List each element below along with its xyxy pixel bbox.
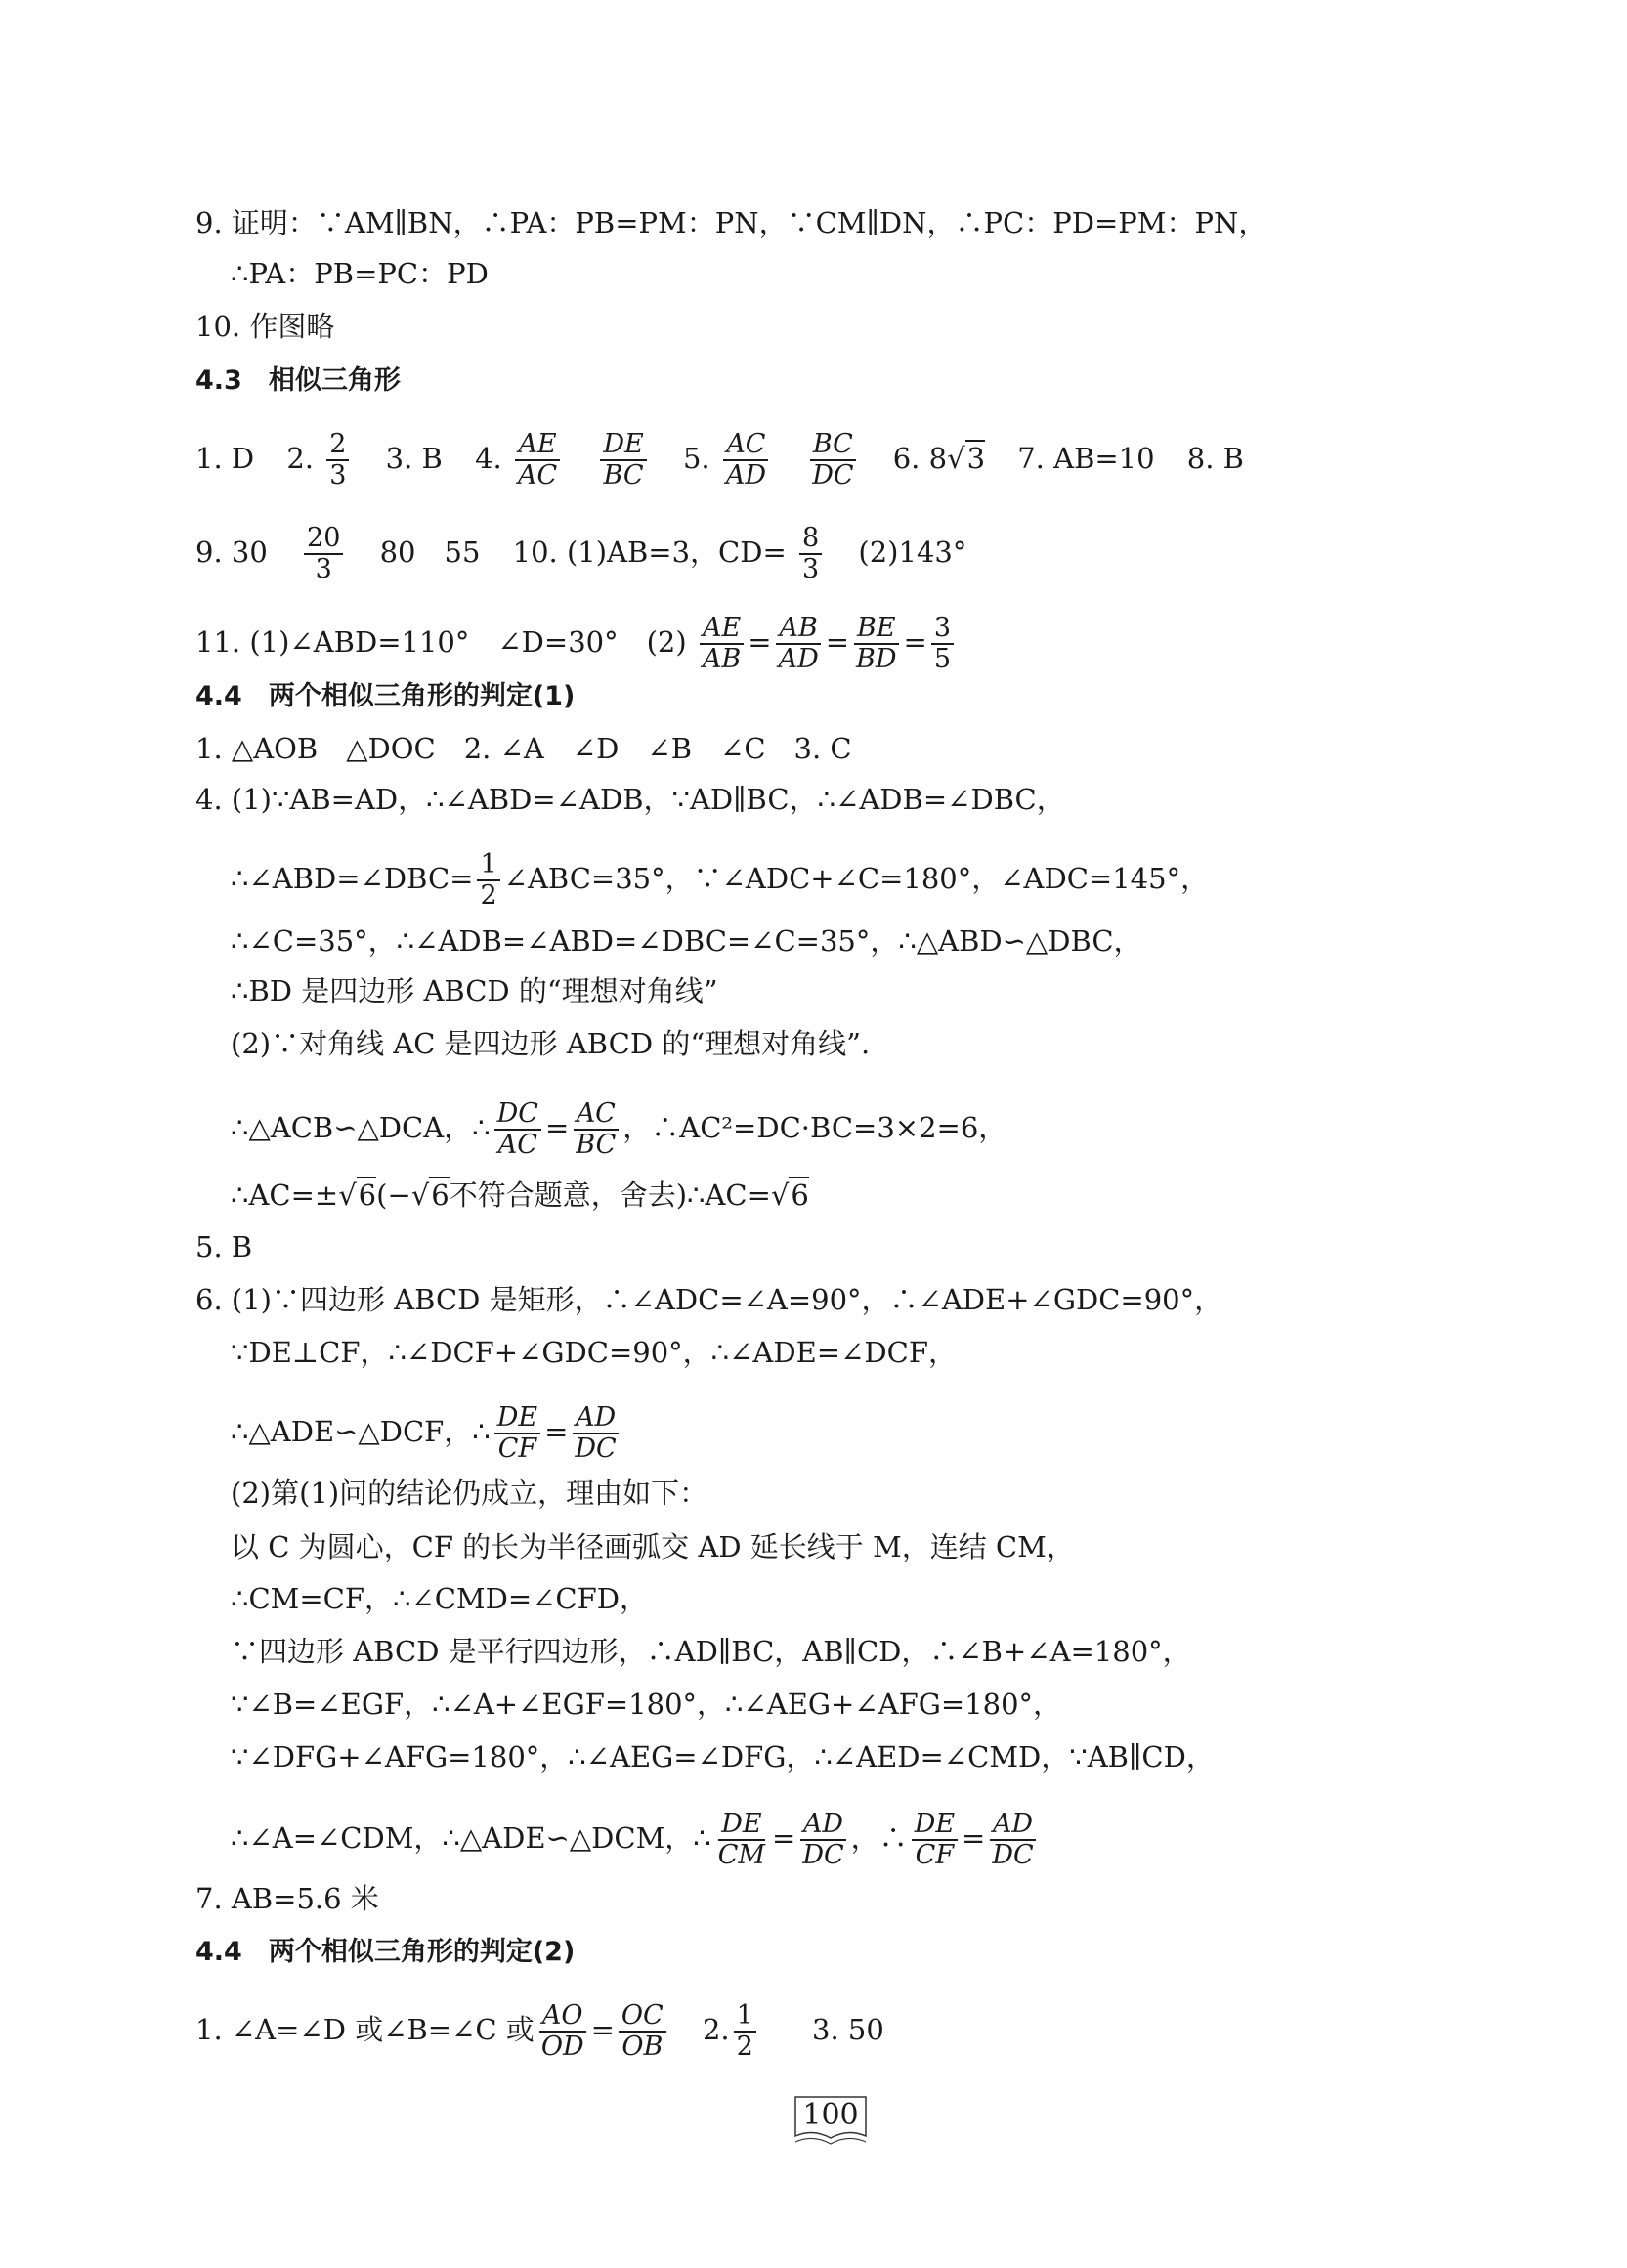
text-line: ∴△ACB∽△DCA，∴ $\frac{DC}{AC}$ = $\frac{AC}{BC}$ ，∴AC²=DC·BC=3×2=6， bbox=[231, 1098, 1007, 1160]
denominator: CF bbox=[915, 1840, 955, 1870]
text-line: 1. ∠A=∠D 或∠B=∠C 或 $\frac{AO}{OD}$ = $\frac{OC}{OB}$ 2. $\frac{1}{2}$ 3. 50 bbox=[195, 2000, 884, 2062]
denominator: BC bbox=[576, 1130, 617, 1160]
text-line: ∵∠B=∠EGF，∴∠A+∠EGF=180°，∴∠AEG+∠AFG=180°， bbox=[231, 1688, 1062, 1721]
denominator: 5 bbox=[933, 644, 952, 674]
fraction bbox=[572, 1403, 619, 1464]
fraction bbox=[600, 430, 646, 491]
text-span: ∴∠A=∠CDM，∴△ADE∽△DCM，∴ bbox=[231, 1821, 711, 1855]
numerator: AD bbox=[573, 1403, 619, 1434]
radicand: 6 bbox=[791, 1178, 809, 1212]
numerator: AC bbox=[723, 430, 768, 461]
text-span: ，∴ bbox=[850, 1821, 908, 1855]
radicand: 6 bbox=[431, 1178, 450, 1212]
page-number bbox=[792, 2093, 870, 2148]
ans-7: 7. AB=10 bbox=[1017, 442, 1155, 475]
numerator: 20 bbox=[304, 524, 343, 555]
ans-9-rest: 80 55 bbox=[379, 535, 481, 569]
denominator: AC bbox=[517, 460, 558, 491]
text-span: ∴∠ABD=∠DBC= bbox=[231, 862, 474, 895]
fraction bbox=[989, 1810, 1036, 1870]
denominator: 2 bbox=[480, 880, 497, 911]
numerator: 1 bbox=[734, 2001, 756, 2033]
numerator: AE bbox=[700, 614, 744, 645]
fraction bbox=[538, 2001, 587, 2062]
text-line: ∴CM=CF，∴∠CMD=∠CFD， bbox=[231, 1582, 648, 1615]
numerator: AB bbox=[776, 614, 820, 645]
ans-3: 3. B bbox=[385, 442, 443, 475]
fraction bbox=[494, 1099, 541, 1160]
answer-10: 10. 作图略 bbox=[195, 310, 335, 343]
text-span: ，∴AC²=DC·BC=3×2=6， bbox=[622, 1111, 1007, 1144]
denominator: AB bbox=[702, 644, 742, 674]
text-line: (2)∵对角线 AC 是四边形 ABCD 的“理想对角线”. bbox=[231, 1027, 871, 1060]
fraction bbox=[573, 1099, 619, 1160]
page-number-text: 100 bbox=[802, 2098, 859, 2132]
fraction bbox=[515, 430, 560, 491]
denominator: DC bbox=[812, 460, 854, 491]
fraction bbox=[477, 850, 499, 911]
text-line bbox=[231, 850, 1209, 911]
fraction bbox=[619, 2001, 666, 2062]
denominator: 3 bbox=[329, 460, 347, 491]
numerator: AC bbox=[574, 1099, 619, 1131]
answers-4-3-row-2 bbox=[195, 524, 966, 584]
fraction bbox=[931, 614, 954, 674]
ans-8: 8. B bbox=[1186, 442, 1244, 475]
denominator: OD bbox=[540, 2032, 584, 2062]
fraction bbox=[326, 430, 349, 491]
numerator: 8 bbox=[799, 524, 822, 555]
text-line: 5. B bbox=[195, 1230, 253, 1263]
text-line: 6. (1)∵四边形 ABCD 是矩形，∴∠ADC=∠A=90°，∴∠ADE+∠GDC=90°， bbox=[195, 1283, 1223, 1316]
numerator: AD bbox=[990, 1810, 1036, 1841]
text-span: (− bbox=[376, 1178, 411, 1212]
ans-2: 2. bbox=[286, 442, 315, 475]
text-line: ∴△ADE∽△DCF，∴ $\frac{DE}{CF}$ = $\frac{AD}{DC}$ bbox=[231, 1403, 623, 1464]
numerator: BC bbox=[810, 430, 856, 461]
text-line: 4. (1)∵AB=AD，∴∠ABD=∠ADB，∵AD∥BC，∴∠ADB=∠DBC， bbox=[195, 783, 1065, 816]
text-span: 不符合题意，舍去)∴AC= bbox=[449, 1178, 771, 1212]
radicand: 3 bbox=[966, 442, 986, 475]
numerator: BE bbox=[854, 614, 899, 645]
ans-11: 11. (1)∠ABD=110° ∠D=30° (2) bbox=[195, 625, 687, 659]
ans-10-part-2: (2)143° bbox=[858, 535, 967, 569]
numerator: DC bbox=[494, 1099, 541, 1131]
ans-5: 5. bbox=[682, 442, 710, 475]
text-span: ∠ABC=35°，∵∠ADC+∠C=180°，∠ADC=145°， bbox=[503, 862, 1210, 895]
fraction bbox=[853, 614, 900, 674]
denominator: 3 bbox=[802, 554, 820, 584]
fraction bbox=[734, 2001, 756, 2062]
text-line: ∴AC=±√6(−√6不符合题意，舍去)∴AC=√6 bbox=[231, 1178, 809, 1212]
fraction bbox=[494, 1403, 540, 1464]
fraction bbox=[809, 430, 856, 491]
ans-6: 6. 8 bbox=[892, 442, 948, 475]
text-span: 1. ∠A=∠D 或∠B=∠C 或 bbox=[195, 2013, 535, 2046]
numerator: AO bbox=[539, 2001, 586, 2033]
numerator: DE bbox=[912, 1810, 958, 1841]
numerator: DE bbox=[718, 1810, 764, 1841]
answer-9-line-2: ∴PA：PB=PC：PD bbox=[231, 257, 489, 290]
section-heading-4-4-1: 4.4 两个相似三角形的判定(1) bbox=[195, 681, 576, 711]
answer-9-line-1: 9. 证明：∵AM∥BN，∴PA：PB=PM：PN，∵CM∥DN，∴PC：PD=PM：PN， bbox=[195, 206, 1267, 239]
text-line: ∵∠DFG+∠AFG=180°，∴∠AEG=∠DFG，∴∠AED=∠CMD，∵AB∥CD， bbox=[231, 1740, 1215, 1774]
radicand: 6 bbox=[358, 1178, 377, 1212]
fraction bbox=[700, 614, 744, 674]
section-heading-4-4-2: 4.4 两个相似三角形的判定(2) bbox=[195, 1937, 576, 1967]
denominator: AC bbox=[497, 1130, 537, 1160]
denominator: DC bbox=[802, 1840, 844, 1870]
denominator: AD bbox=[725, 460, 766, 491]
text-line: 7. AB=5.6 米 bbox=[195, 1882, 379, 1915]
text-span: ∴△ACB∽△DCA，∴ bbox=[231, 1111, 491, 1144]
fraction bbox=[304, 524, 343, 584]
ans-4: 4. bbox=[475, 442, 502, 475]
numerator: AE bbox=[515, 430, 559, 461]
denominator: DC bbox=[992, 1840, 1034, 1870]
numerator: DE bbox=[600, 430, 646, 461]
fraction bbox=[723, 430, 769, 491]
denominator: BC bbox=[603, 460, 644, 491]
denominator: 3 bbox=[315, 554, 332, 584]
text-line: ∵DE⊥CF，∴∠DCF+∠GDC=90°，∴∠ADE=∠DCF， bbox=[231, 1336, 957, 1369]
denominator: CM bbox=[717, 1840, 766, 1870]
text-span: ∴AC=± bbox=[231, 1178, 339, 1212]
fraction bbox=[715, 1810, 768, 1870]
text-span: 2. bbox=[702, 2013, 730, 2046]
fraction bbox=[776, 614, 822, 674]
ans-9: 9. 30 bbox=[195, 535, 268, 569]
numerator: 1 bbox=[477, 850, 499, 881]
fraction bbox=[799, 524, 822, 584]
numerator: 2 bbox=[326, 430, 349, 461]
denominator: 2 bbox=[736, 2032, 753, 2062]
denominator: CF bbox=[497, 1434, 537, 1464]
fraction bbox=[799, 1810, 846, 1870]
text-line: 1. △AOB △DOC 2. ∠A ∠D ∠B ∠C 3. C bbox=[195, 732, 852, 765]
section-heading-4-3: 4.3 相似三角形 bbox=[195, 365, 401, 396]
ans-1: 1. D bbox=[195, 442, 255, 475]
text-span: 3. 50 bbox=[812, 2013, 884, 2046]
numerator: 3 bbox=[931, 614, 954, 645]
answers-4-3-row-1: 1. D 2. $\frac{2}{3}$ 3. B 4. $\frac{AE}{AC}$ $\frac{DE}{BC}$ 5. $\frac{AC}{AD}$ $\frac{BC}{DC}$ 6. 8√3 7. AB=10 8. B bbox=[195, 429, 1244, 491]
text-span: ∴△ADE∽△DCF，∴ bbox=[231, 1415, 491, 1448]
numerator: OC bbox=[619, 2001, 666, 2033]
text-line: ∴∠A=∠CDM，∴△ADE∽△DCM，∴ $\frac{DE}{CM}$ = $\frac{AD}{DC}$ ，∴ $\frac{DE}{CF}$ = $\frac{AD}{DC}$ bbox=[231, 1810, 1041, 1870]
ans-10: 10. (1)AB=3，CD= bbox=[512, 535, 787, 569]
fraction bbox=[912, 1810, 958, 1870]
answers-4-3-row-3: 11. (1)∠ABD=110° ∠D=30° (2) $\frac{AE}{AB}$ = $\frac{AB}{AD}$ = $\frac{BE}{BD}$ = $\frac{3}{5}$ bbox=[195, 614, 958, 674]
text-line: ∴∠C=35°，∴∠ADB=∠ABD=∠DBC=∠C=35°，∴△ABD∽△DBC， bbox=[231, 924, 1142, 958]
numerator: AD bbox=[800, 1810, 846, 1841]
denominator: DC bbox=[575, 1434, 617, 1464]
denominator: AD bbox=[778, 644, 819, 674]
text-line: 以 C 为圆心，CF 的长为半径画弧交 AD 延长线于 M，连结 CM， bbox=[231, 1530, 1075, 1563]
text-line: ∴BD 是四边形 ABCD 的“理想对角线” bbox=[231, 974, 718, 1007]
text-line: (2)第(1)问的结论仍成立，理由如下： bbox=[231, 1476, 708, 1510]
text-line: ∵四边形 ABCD 是平行四边形，∴AD∥BC，AB∥CD，∴∠B+∠A=180°， bbox=[231, 1635, 1191, 1668]
denominator: BD bbox=[856, 644, 897, 674]
denominator: OB bbox=[621, 2032, 664, 2062]
numerator: DE bbox=[494, 1403, 540, 1434]
